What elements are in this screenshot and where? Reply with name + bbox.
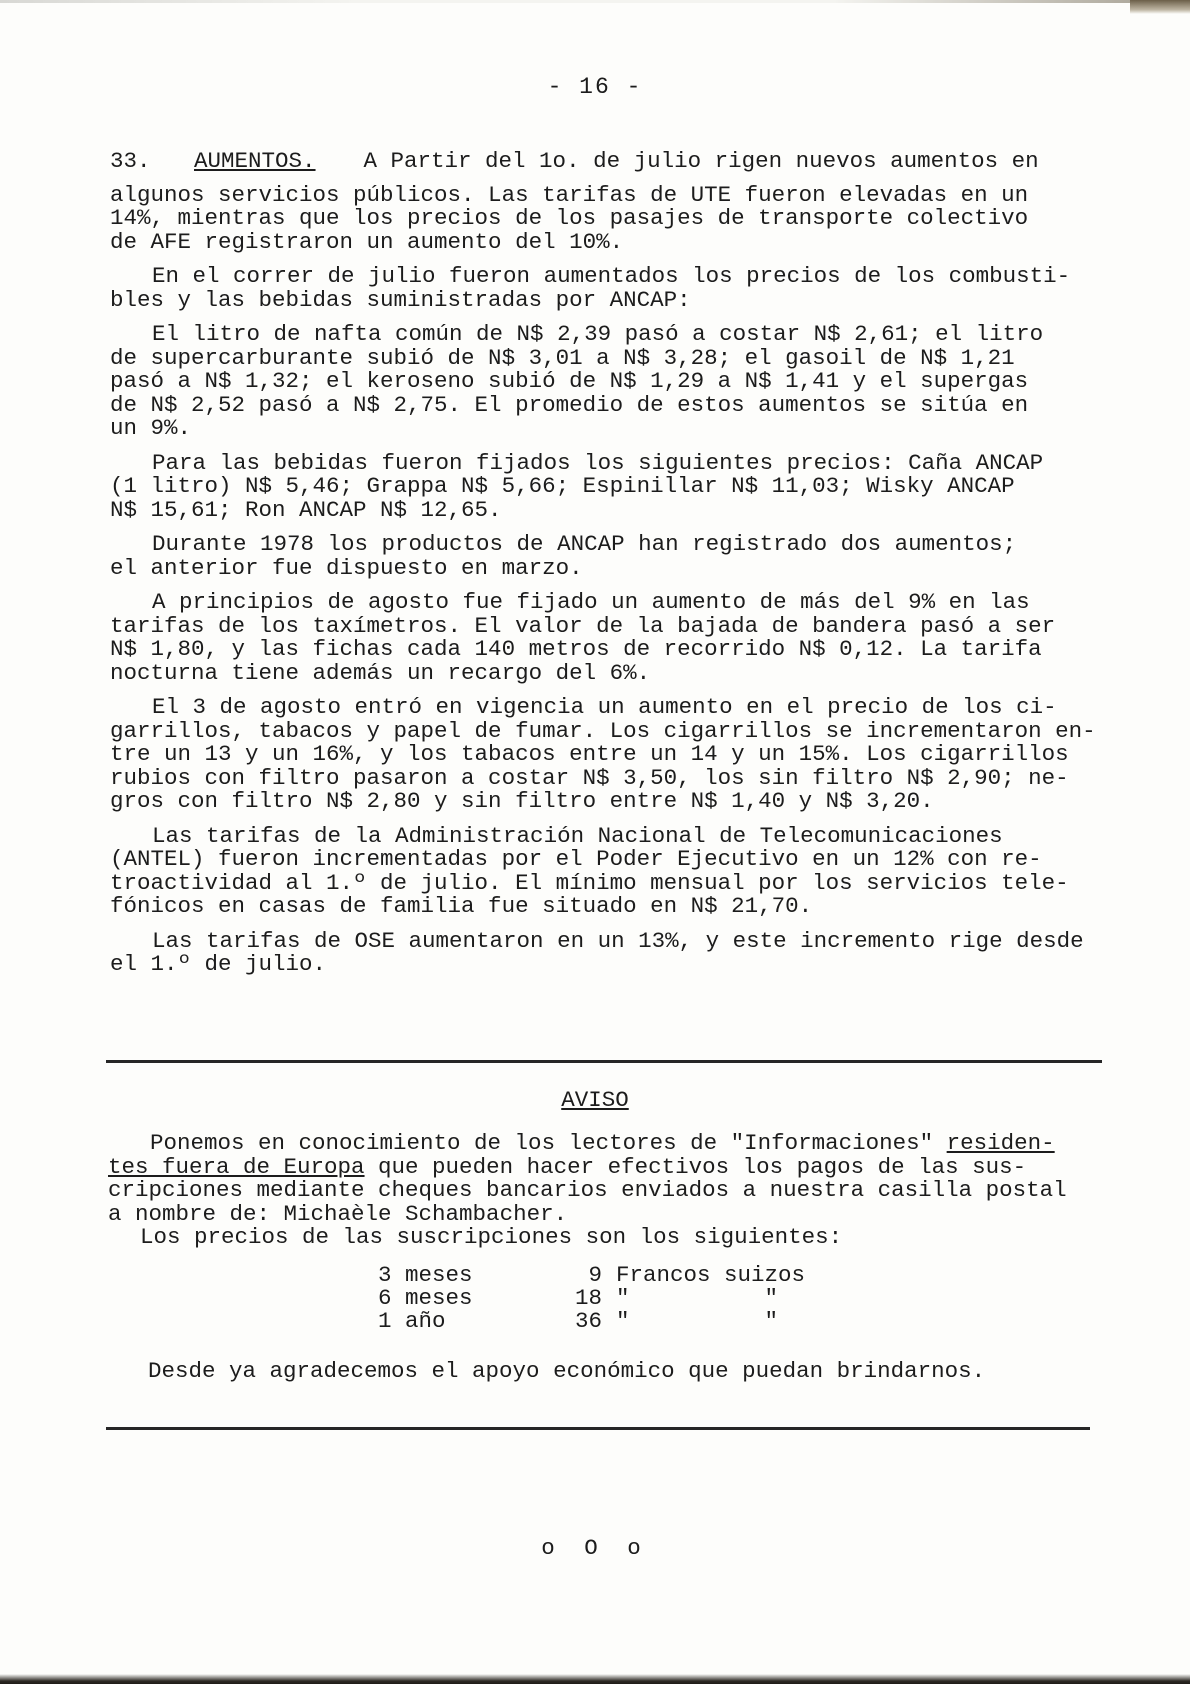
- notice-title: AVISO: [561, 1087, 629, 1113]
- price-unit: " ": [616, 1308, 779, 1334]
- article-number: 33.: [110, 148, 151, 174]
- article-paragraph: Durante 1978 los productos de ANCAP han registrado dos aumentos; el anterior fue dispuesto en marzo.: [110, 531, 1017, 581]
- notice-intro-end: que pueden hacer efectivos los pagos de las sus- cripciones mediante cheques bancarios enviados a nuestra casilla postal a nombre de: Michaèle Schambacher.: [108, 1153, 1067, 1227]
- notice-thanks: Desde ya agradecemos el apoyo económico que puedan brindarnos.: [148, 1358, 986, 1384]
- page-number: - 16 -: [547, 74, 643, 100]
- article-paragraph: El 3 de agosto entró en vigencia un aumento en el precio de los ci- garrillos, tabacos y papel de fumar. Los cigarrillos se incrementaron en- tre un 13 y un 16%, y los tabacos entre un 14 y un 15%. Los cigarrillos rubios con filtro pasaron a costar N$ 3,50, los sin filtro N$ 2,90; ne- gros con filtro N$ 2,80 y sin filtro entre N$ 1,40 y N$ 3,20.: [110, 694, 1096, 814]
- article-heading-line: [110, 150, 1130, 174]
- article-paragraph: Las tarifas de la Administración Nacional de Telecomunicaciones (ANTEL) fueron incrementadas por el Poder Ejecutivo en un 12% con re- troactividad al 1.º de julio. El mínimo mensual por los servicios tele- fónicos en casas de familia fue situado en N$ 21,70.: [110, 822, 1069, 919]
- article-body: [110, 150, 1130, 988]
- price-row: [378, 1264, 805, 1287]
- notice-intro-underlined: residen- tes fuera de Europa: [108, 1130, 1055, 1180]
- end-mark: o O o: [541, 1535, 649, 1561]
- notice-title-wrap: [0, 1087, 1190, 1113]
- article-first-line: A Partir del 1o. de julio rigen nuevos aumentos en: [363, 148, 1039, 174]
- notice-body: [108, 1132, 1138, 1250]
- article-paragraph: El litro de nafta común de N$ 2,39 pasó a costar N$ 2,61; el litro de supercarburante subió de N$ 3,01 a N$ 3,28; el gasoil de N$ 1,21 pasó a N$ 1,32; el keroseno subió de N$ 1,29 a N$ 1,41 y el supergas de N$ 2,52 pasó a N$ 2,75. El promedio de estos aumentos se sitúa en un 9%.: [110, 321, 1044, 441]
- price-amount: 18: [574, 1285, 602, 1311]
- article-paragraph: algunos servicios públicos. Las tarifas de UTE fueron elevadas en un 14%, mientras que los precios de los pasajes de transporte colectivo de AFE registraron un aumento del 10%.: [110, 181, 1029, 255]
- page-edge-bottom: [0, 1674, 1190, 1684]
- price-period: 3 meses: [378, 1262, 473, 1288]
- prices-intro: Los precios de las suscripciones son los siguientes:: [140, 1224, 843, 1250]
- section-divider: [106, 1060, 1102, 1063]
- article-paragraph: En el correr de julio fueron aumentados los precios de los combusti- bles y las bebidas suministradas por ANCAP:: [110, 263, 1071, 313]
- price-row: [378, 1287, 805, 1310]
- price-period: 6 meses: [378, 1285, 473, 1311]
- article-title: AUMENTOS.: [194, 148, 316, 174]
- price-period: 1 año: [378, 1308, 446, 1334]
- price-amount: 36: [574, 1308, 602, 1334]
- price-unit: " ": [616, 1285, 779, 1311]
- page-edge-top: [0, 0, 1190, 3]
- price-unit: Francos suizos: [616, 1262, 806, 1288]
- notice-intro: [108, 1132, 1138, 1226]
- article-paragraph: Las tarifas de OSE aumentaron en un 13%, y este incremento rige desde el 1.º de julio.: [110, 927, 1084, 977]
- price-amount: 9: [588, 1262, 602, 1288]
- notice-intro-start: Ponemos en conocimiento de los lectores de "Informaciones": [150, 1130, 947, 1156]
- subscription-price-table: [378, 1264, 805, 1333]
- price-row: [378, 1310, 805, 1333]
- section-divider: [106, 1427, 1090, 1430]
- page-corner-shadow: [1130, 0, 1190, 14]
- article-paragraph: Para las bebidas fueron fijados los siguientes precios: Caña ANCAP (1 litro) N$ 5,46; Grappa N$ 5,66; Espinillar N$ 11,03; Wisky ANCAP N$ 15,61; Ron ANCAP N$ 12,65.: [110, 449, 1044, 523]
- article-paragraph: A principios de agosto fue fijado un aumento de más del 9% en las tarifas de los taxímetros. El valor de la bajada de bandera pasó a ser N$ 1,80, y las fichas cada 140 metros de recorrido N$ 0,12. La tarifa nocturna tiene además un recargo del 6%.: [110, 589, 1056, 686]
